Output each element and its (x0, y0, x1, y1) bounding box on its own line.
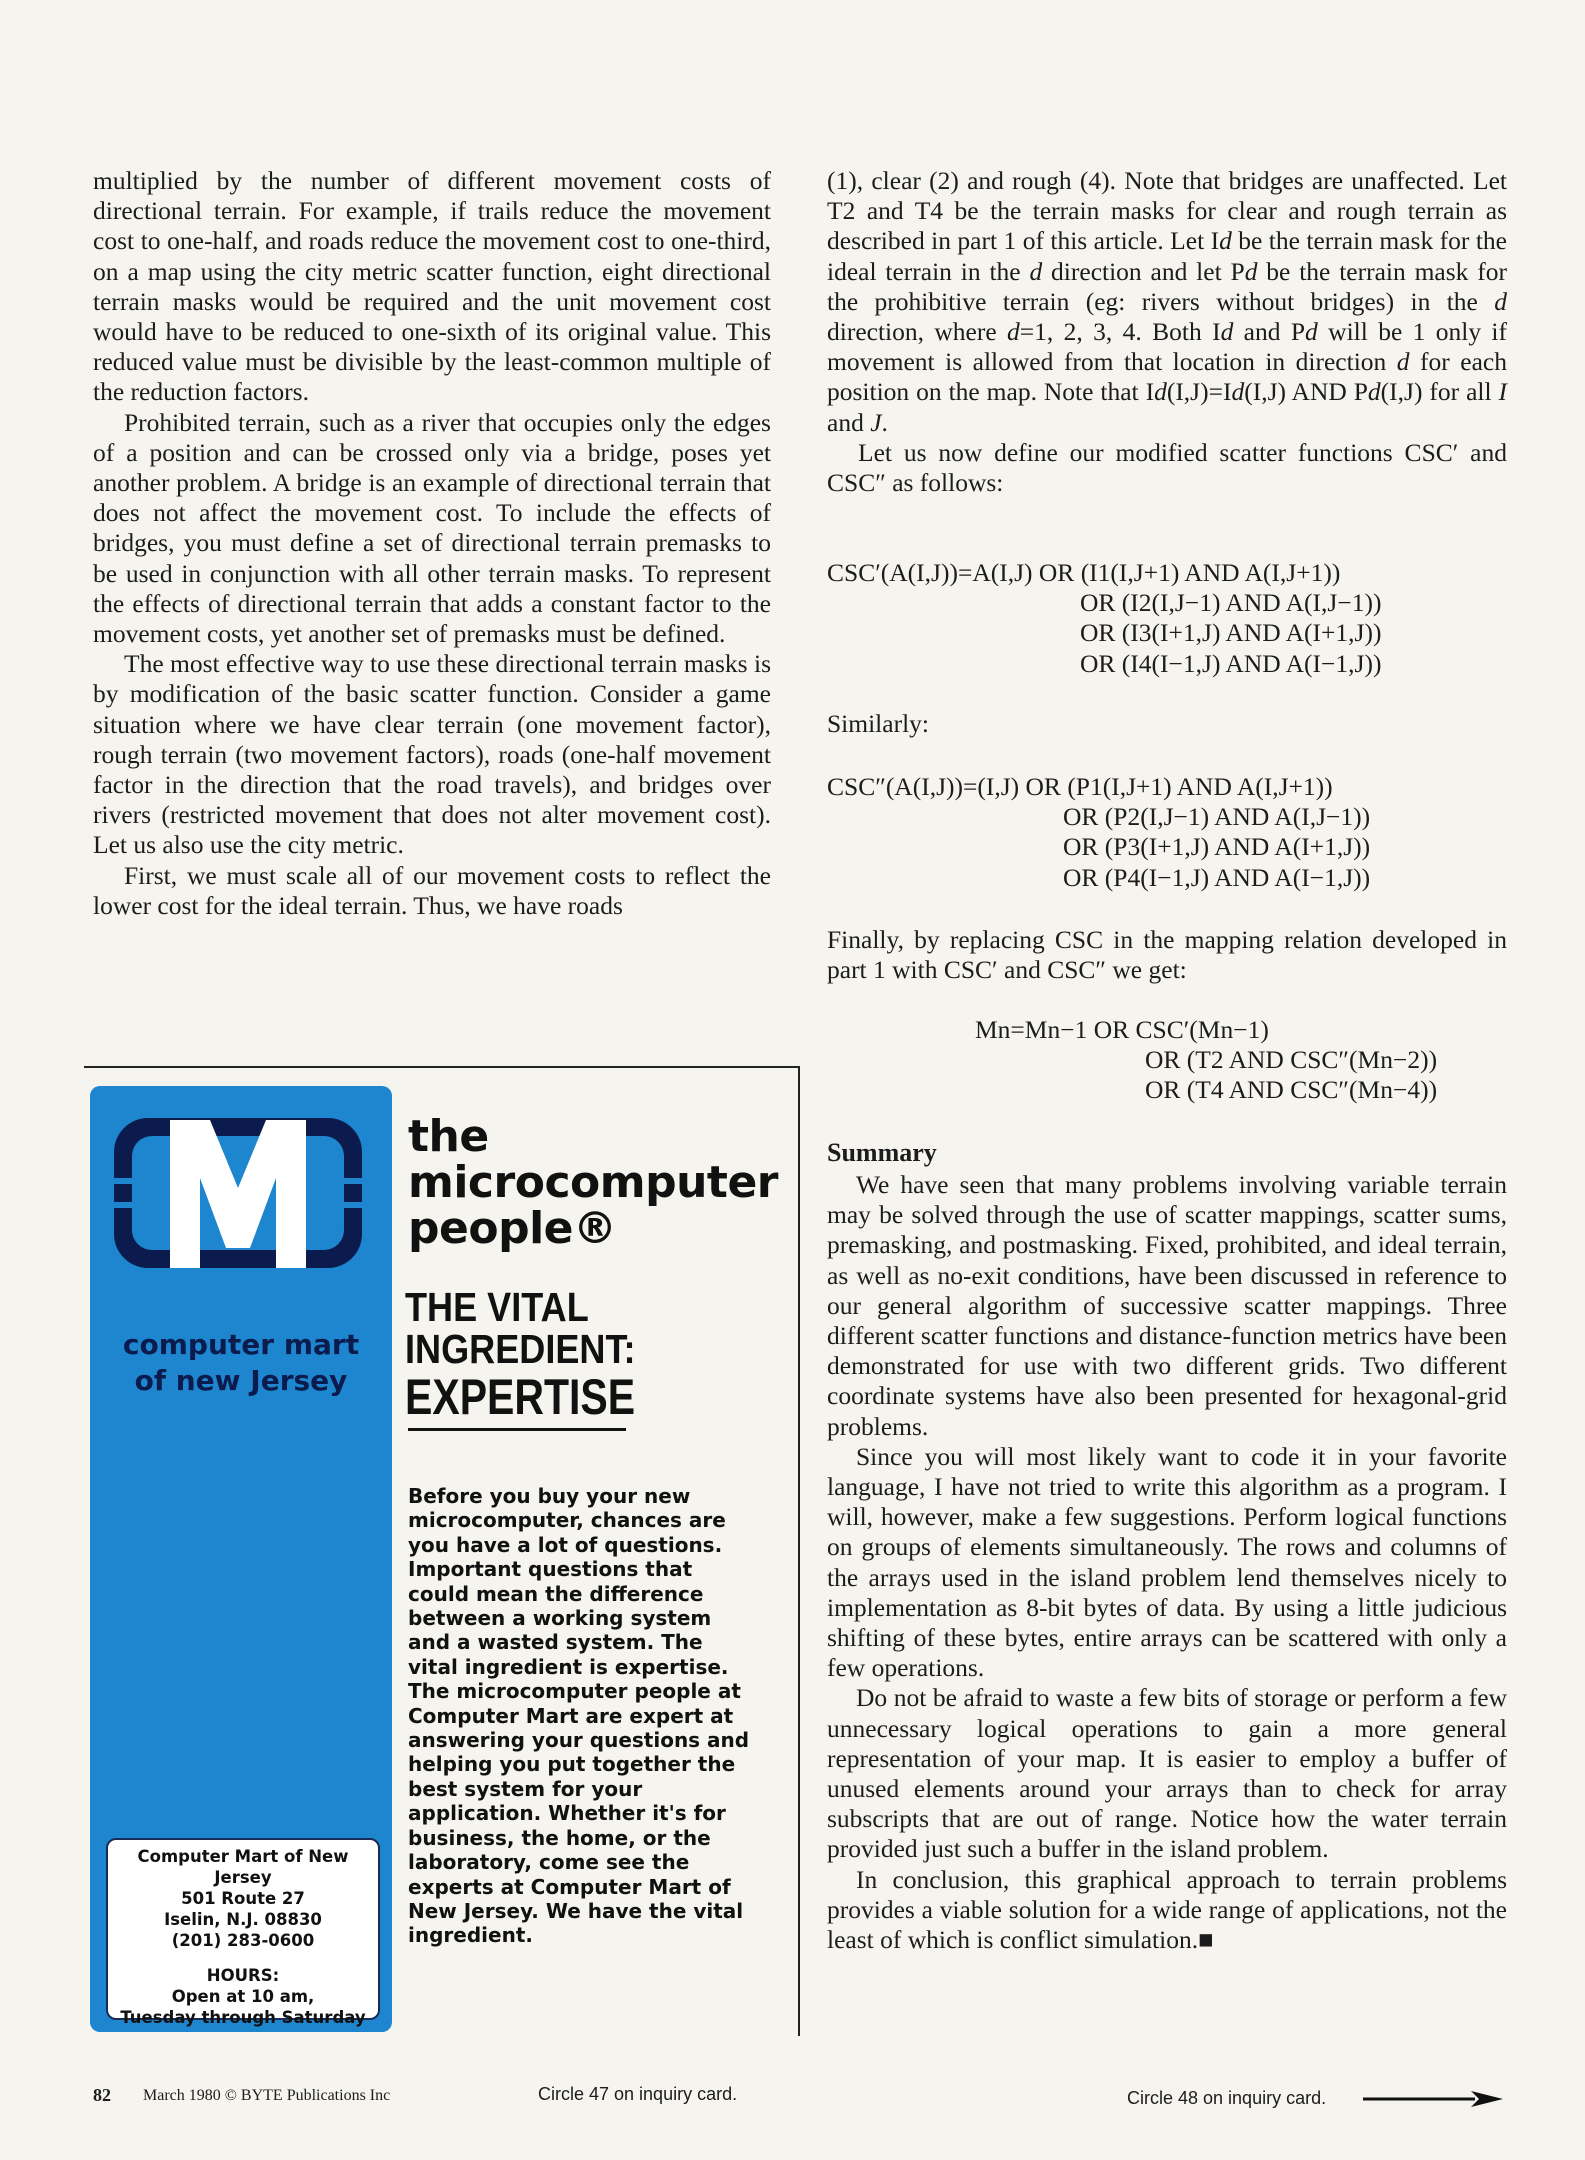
ad-vital-ingredient-heading (405, 1286, 636, 1370)
computer-mart-logo-icon (110, 1108, 366, 1278)
equation-line: OR (P2(I,J−1) AND A(I,J−1)) (1063, 802, 1371, 832)
hours-line: Open at 10 am, (171, 1987, 315, 2006)
brand-line: of new Jersey (134, 1364, 348, 1397)
summary-paragraph-4: In conclusion, this graphical approach to terrain problems provides a viable solution for a wide range of applications, not the least of which is conflict simulation.■ (827, 1864, 1507, 1955)
ad-tagline (408, 1111, 778, 1254)
left-paragraph-1: multiplied by the number of different movement costs of directional terrain. For example, if trails reduce the movement cost to one-half, and roads reduce the movement cost to one-third, on a map using the city metric scatter function, eight directional terrain masks would be required and the unit movement cost would have to be reduced to one-sixth of its original value. This reduced value must be divisible by the least-common multiple of the reduction factors. (93, 166, 771, 407)
equation-line: OR (I4(I−1,J) AND A(I−1,J)) (1080, 648, 1382, 678)
summary-paragraph-2: Since you will most likely want to code it in your favorite language, I have not tried to write this algorithm as a program. I will, however, make a few suggestions. Perform logical functions on groups of elements simultaneously. The rows and columns of the arrays used in the island problem lend themselves nicely to implementation as 8-bit bytes of data. By using a little judicious shifting of these bytes, entire arrays can be scattered with only a few operations. (827, 1441, 1507, 1683)
equation-line: OR (I2(I,J−1) AND A(I,J−1)) (1080, 588, 1382, 618)
left-paragraph-2: Prohibited terrain, such as a river that occupies only the edges of a position and can be crossed only via a bridge, poses yet another problem. A bridge is an example of directional terrain that does not affect the movement cost. To include the effects of bridges, you must define a set of directional terrain premasks to be used in conjunction with all other terrain masks. To represent the effects of directional terrain that adds a constant factor to the movement costs, yet another set of premasks must be defined. (93, 407, 771, 649)
tagline-line: the (408, 1111, 489, 1162)
vital-line: THE VITAL (405, 1284, 589, 1330)
address-line: Iselin, N.J. 08830 (164, 1910, 322, 1929)
summary-paragraph-1: We have seen that many problems involving variable terrain may be solved through the use of scatter mappings, scatter sums, premasking, and postmasking. Fixed, prohibited, and ideal terrain, as well as no-exit conditions, have been discussed in reference to our general algorithm of successive scatter mappings. Three different scatter functions and distance-function metrics have been demonstrated for use with two different grids. Two different coordinate systems have also been presented for hexagonal-grid problems. (827, 1170, 1507, 1441)
ad-body-text: Before you buy your new microcomputer, chances are you have a lot of questions. Important questions that could mean the difference between a working system and a wasted system. The vital ingredient is expertise. The microcomputer people at Computer Mart are expert at answering your questions and helping you put together the best system for your application. Whether it's for business, the home, or the laboratory, come see the experts at Computer Mart of New Jersey. We have the vital ingredient. (408, 1484, 750, 1948)
hours-line: Tuesday through Saturday (120, 2008, 366, 2027)
equation-line: OR (T4 AND CSC″(Mn−4)) (1145, 1075, 1438, 1105)
equation-csc-double-prime (827, 772, 1370, 893)
equation-line: CSC″(A(I,J))=(I,J) OR (P1(I,J+1) AND A(I,J+1)) (827, 772, 1333, 801)
right-article-column (827, 166, 1507, 498)
ad-brand-name (95, 1327, 387, 1399)
address-line: Computer Mart of New Jersey (137, 1847, 349, 1887)
equation-mn (975, 1015, 1437, 1106)
ad-address-box (106, 1838, 380, 2027)
arrow-right-icon (1363, 2089, 1503, 2109)
tagline-line: people® (408, 1203, 617, 1254)
brand-line: computer mart (122, 1328, 360, 1361)
left-paragraph-4: First, we must scale all of our movement costs to reflect the lower cost for the ideal terrain. Thus, we have roads (93, 860, 771, 920)
left-paragraph-3: The most effective way to use these directional terrain masks is by modification of the basic scatter function. Consider a game situation where we have clear terrain (one movement factor), rough terrain (two movement factors), roads (one-half movement factor in the direction that the road travels), and bridges over rivers (restricted movement that does not alter movement cost). Let us also use the city metric. (93, 649, 771, 860)
summary-paragraph-3: Do not be afraid to waste a few bits of storage or perform a few unnecessary logical operations to gain a more general representation of your map. It is easier to employ a buffer of unused elements around your arrays than to check for array subscripts that are out of range. Notice how the water terrain provided just such a buffer in the island problem. (827, 1683, 1507, 1864)
vital-line: INGREDIENT: (405, 1326, 636, 1372)
summary-body (827, 1170, 1507, 1955)
equation-line: OR (I3(I+1,J) AND A(I+1,J)) (1080, 618, 1382, 648)
publication-line: March 1980 © BYTE Publications Inc (143, 2087, 391, 2104)
end-mark: ■ (1198, 1925, 1214, 1955)
finally-paragraph: Finally, by replacing CSC in the mapping relation developed in part 1 with CSC′ and CSC″ we get: (827, 925, 1507, 985)
similarly-label: Similarly: (827, 709, 929, 738)
ad-underline (408, 1428, 626, 1431)
left-article-column (93, 166, 771, 921)
equation-line: CSC′(A(I,J))=A(I,J) OR (I1(I,J+1) AND A(I,J+1)) (827, 558, 1341, 587)
equation-line: OR (P3(I+1,J) AND A(I+1,J)) (1063, 832, 1371, 862)
summary-heading: Summary (827, 1138, 937, 1167)
equation-csc-prime (827, 558, 1381, 679)
right-paragraph-1: (1), clear (2) and rough (4). Note that bridges are unaffected. Let T2 and T4 be the terrain masks for clear and rough terrain as described in part 1 of this article. Let Id be the terrain mask for the ideal terrain in the d direction and let Pd be the terrain mask for the prohibitive terrain (eg: rivers without bridges) in the d direction, where d=1, 2, 3, 4. Both Id and Pd will be 1 only if movement is allowed from that location in direction d for each position on the map. Note that Id(I,J)=Id(I,J) AND Pd(I,J) for all I and J. (827, 166, 1508, 437)
hours-line: HOURS: (206, 1966, 280, 1985)
page-number: 82 (93, 2085, 111, 2105)
address-line: 501 Route 27 (181, 1889, 305, 1908)
equation-line: Mn=Mn−1 OR CSC′(Mn−1) (975, 1015, 1269, 1044)
equation-line: OR (P4(I−1,J) AND A(I−1,J)) (1063, 862, 1371, 892)
tagline-line: microcomputer (408, 1157, 778, 1208)
inquiry-card-left: Circle 47 on inquiry card. (538, 2084, 738, 2104)
equation-line: OR (T2 AND CSC″(Mn−2)) (1145, 1045, 1438, 1075)
right-paragraph-2: Let us now define our modified scatter functions CSC′ and CSC″ as follows: (827, 437, 1507, 498)
ad-expertise-heading: EXPERTISE (405, 1369, 636, 1425)
address-line: (201) 283-0600 (171, 1931, 315, 1950)
ad-border-right (798, 1066, 800, 2036)
inquiry-card-right: Circle 48 on inquiry card. (1127, 2088, 1327, 2108)
ad-border-top (84, 1066, 800, 1068)
